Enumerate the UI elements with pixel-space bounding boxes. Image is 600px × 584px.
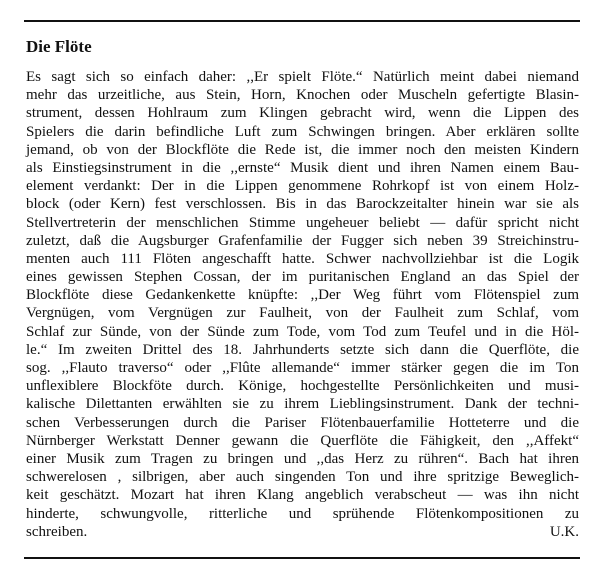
- body-line: le.“ Im zweiten Drittel des 18. Jahrhunderts setzte sich dann die Querflöte, die: [26, 341, 579, 358]
- body-line: Nürnberger Werkstatt Denner gewann die Querflöte die Fähigkeit, den ,,Affekt“: [26, 432, 579, 449]
- body-line: strument, dessen Hohlraum zum Klingen gebracht wird, wenn die Lippen des: [26, 105, 579, 122]
- bottom-rule: [24, 557, 580, 559]
- body-line: Blockflöte diese Gedankenkette knüpfte: ,,Der Weg führt vom Flötenspiel zum: [26, 287, 579, 304]
- body-line: mehr das urzeitliche, aus Stein, Horn, Knochen oder Muscheln gefertigte Blasin-: [26, 87, 579, 104]
- article-title: Die Flöte: [26, 37, 92, 56]
- body-line: einer Musik zum Tragen zu bringen und ,,das Herz zu rühren“. Bach hat ihren: [26, 450, 579, 467]
- body-line: unflexiblere Blockföte durch. Könige, hochgestellte Persönlichkeiten und musi-: [26, 378, 579, 395]
- article-body: [26, 68, 579, 541]
- body-line: sog. ,,Flauto traverso“ oder ,,Flûte allemande“ immer stärker gegen die im Ton: [26, 360, 579, 376]
- top-rule: [24, 20, 580, 22]
- body-line: keit geschätzt. Mozart hat ihren Klang angeblich verabscheut — was ihn nicht: [26, 487, 579, 504]
- body-line: Stellvertreterin der menschlichen Stimme ungeheuer beliebt — dafür spricht nicht: [26, 214, 579, 231]
- body-line: Vergnügen, vom Vergnügen zur Faulheit, von der Faulheit zum Schlaf, vom: [26, 305, 579, 322]
- body-line: menten auch 111 Flöten angeschafft hatte. Schwer nachvollziehbar ist die Logik: [26, 250, 579, 267]
- body-line: Spielers die darin befindliche Luft zum Schwingen bringen. Aber erklären sollte: [26, 123, 579, 140]
- body-line: block (oder Kern) fest verschlossen. Bis in das Barockzeitalter hinein war sie als: [26, 196, 579, 213]
- body-line: zuletzt, daß die Augsburger Grafenfamilie der Fugger sich neben 39 Streichinstru-: [26, 232, 579, 249]
- body-line: eines gewissen Stephen Cossan, der im puritanischen England an das Spiel der: [26, 269, 579, 286]
- body-line: als Einstiegsinstrument in die ,,ernste“ Musik dient und ihren Namen einem Bau-: [26, 159, 579, 176]
- body-line: kalische Dilettanten erwählten sie zu ihrem Lieblingsinstrument. Dank der techni-: [26, 396, 579, 413]
- body-line: element verdankt: Der in die Lippen genommene Rohrkopf ist von einem Holz-: [26, 178, 579, 195]
- body-line: Schlaf zur Sünde, von der Sünde zum Tode, vom Tod zum Teufel und in die Höl-: [26, 323, 579, 340]
- final-line-text: schreiben.: [26, 523, 88, 540]
- body-line: schwerelosen , silbrigen, aber auch singenden Ton und ihre spritzige Beweglich-: [26, 469, 579, 486]
- body-line: hinderte, schwungvolle, ritterliche und sprühende Flötenkompositionen zu: [26, 505, 579, 522]
- body-line: jemand, ob von der Blockflöte die Rede ist, die immer noch den meisten Kindern: [26, 141, 579, 158]
- final-line: [26, 523, 579, 541]
- body-line: schen Verbesserungen durch die Pariser Flötenbauerfamilie Hotteterre und die: [26, 414, 579, 431]
- author-signature: U.K.: [549, 523, 579, 540]
- body-line: Es sagt sich so einfach daher: ,,Er spielt Flöte.“ Natürlich meint dabei niemand: [26, 69, 579, 85]
